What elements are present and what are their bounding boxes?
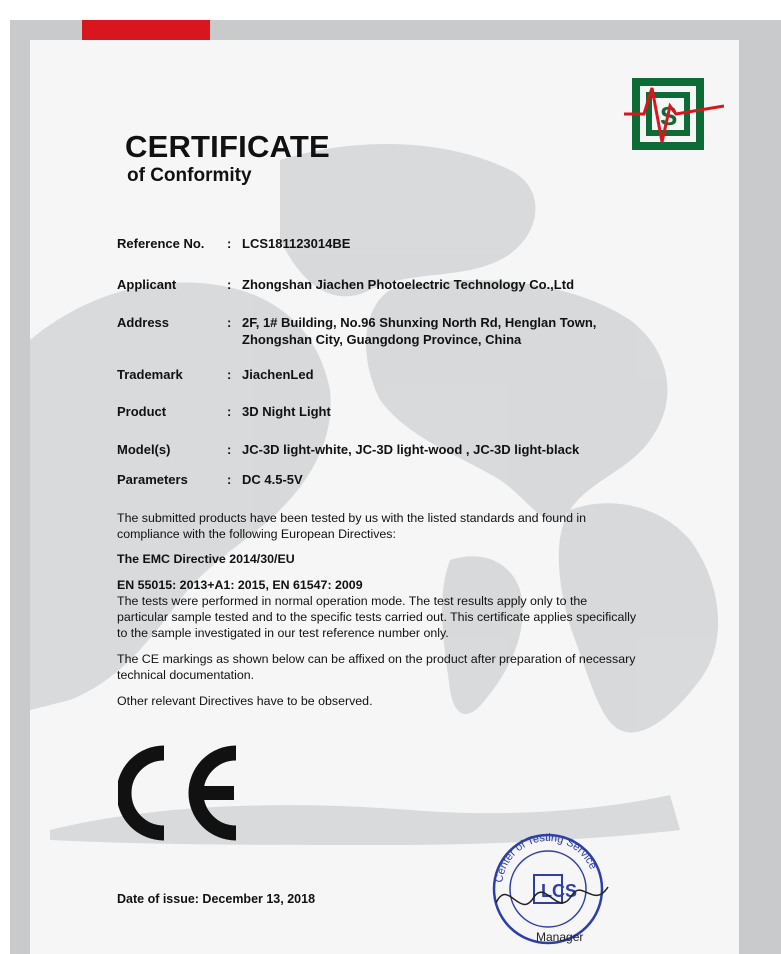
field-separator: : [227, 442, 232, 457]
field-value: Zhongshan City, Guangdong Province, China [242, 332, 522, 347]
certificate-subtitle: of Conformity [127, 165, 252, 186]
field-label: Address [117, 315, 170, 330]
field-value: JiachenLed [242, 367, 314, 382]
testing-service-seal [468, 817, 628, 947]
field-label: Applicant [117, 277, 177, 292]
lcs-logo [624, 76, 724, 152]
field-label: Product [117, 404, 167, 419]
field-separator: : [227, 367, 232, 382]
seal-arc-text: Center of Testing Service [493, 831, 599, 884]
field-value: JC-3D light-white, JC-3D light-wood , JC-3D light-black [242, 442, 580, 457]
red-header-tab [82, 20, 210, 40]
field-separator: : [227, 236, 232, 251]
logo-letter-s: S [660, 101, 678, 131]
field-separator: : [227, 277, 232, 292]
certificate-title: CERTIFICATE [125, 129, 330, 164]
tests-paragraph: The tests were performed in normal operation mode. The test results apply only to the particular sample tested and to the specific tests carried out. This certificate applies specifically to the sample investigated in our test reference number only. [117, 594, 637, 640]
ce-letter-c [124, 753, 164, 833]
field-value: 2F, 1# Building, No.96 Shunxing North Rd, Henglan Town, [242, 315, 597, 330]
certificate-sheet [30, 40, 739, 954]
field-label: Trademark [117, 367, 183, 382]
field-separator: : [227, 404, 232, 419]
field-separator: : [227, 472, 232, 487]
other-directives-line: Other relevant Directives have to be observed. [117, 694, 373, 708]
seal-logo-letter: LCS [541, 881, 577, 901]
field-value: 3D Night Light [242, 404, 331, 419]
field-separator: : [227, 315, 232, 330]
ce-marking-paragraph: The CE markings as shown below can be affixed on the product after preparation of necessary technical documentation. [117, 652, 636, 682]
certificate-body [117, 510, 637, 709]
field-value: LCS181123014BE [242, 236, 351, 251]
ce-mark [118, 745, 244, 841]
field-label: Model(s) [117, 442, 171, 457]
intro-paragraph: The submitted products have been tested by us with the listed standards and found in compliance with the following European Directives: [117, 511, 587, 541]
directive-line: The EMC Directive 2014/30/EU [117, 552, 295, 566]
field-value: Zhongshan Jiachen Photoelectric Technology Co.,Ltd [242, 277, 575, 292]
seal-manager-label: Manager [536, 930, 584, 944]
date-of-issue: Date of issue: December 13, 2018 [117, 892, 316, 906]
standards-line: EN 55015: 2013+A1: 2015, EN 61547: 2009 [117, 578, 363, 592]
field-value: DC 4.5-5V [242, 472, 303, 487]
field-label: Parameters [117, 472, 188, 487]
ce-letter-e-bar [198, 786, 234, 800]
field-label: Reference No. [117, 236, 205, 251]
